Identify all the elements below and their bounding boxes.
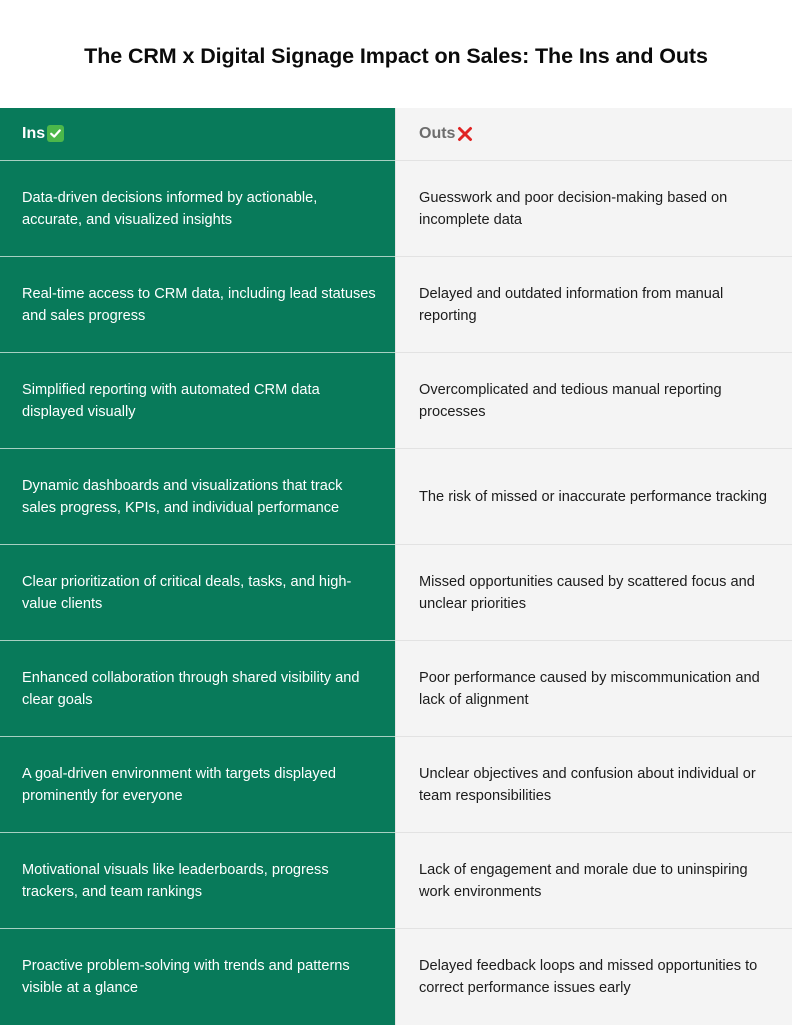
outs-text: Missed opportunities caused by scattered focus and unclear priorities (419, 573, 755, 612)
outs-text: Delayed feedback loops and missed opportunities to correct performance issues early (419, 958, 758, 996)
outs-cell (395, 353, 792, 449)
outs-cell (395, 737, 792, 833)
ins-text: Proactive problem-solving with trends and patterns visible at a glance (22, 958, 350, 996)
ins-text: Data-driven decisions informed by actionable, accurate, and visualized insights (22, 189, 318, 228)
ins-text: Dynamic dashboards and visualizations that track sales progress, KPIs, and individual performance (22, 477, 343, 516)
outs-header-label: Outs (419, 125, 456, 142)
ins-cell (0, 641, 395, 737)
ins-header-label: Ins (22, 125, 46, 142)
ins-cell (0, 833, 395, 929)
ins-text: A goal-driven environment with targets displayed prominently for everyone (22, 765, 336, 804)
outs-column-header (395, 108, 792, 161)
outs-text: Unclear objectives and confusion about individual or team responsibilities (419, 765, 756, 804)
ins-cell (0, 257, 395, 353)
outs-text: Poor performance caused by miscommunication and lack of alignment (419, 669, 760, 708)
outs-cell (395, 929, 792, 1025)
outs-cell (395, 833, 792, 929)
outs-text: Guesswork and poor decision-making based on incomplete data (419, 189, 728, 228)
ins-cell (0, 161, 395, 257)
ins-cell (0, 449, 395, 545)
ins-cell (0, 737, 395, 833)
ins-cell (0, 353, 395, 449)
cross-mark-icon (457, 126, 473, 142)
outs-cell (395, 161, 792, 257)
outs-cell (395, 257, 792, 353)
ins-text: Enhanced collaboration through shared visibility and clear goals (22, 669, 360, 708)
outs-text: Overcomplicated and tedious manual reporting processes (419, 381, 722, 420)
outs-cell (395, 641, 792, 737)
ins-cell (0, 545, 395, 641)
ins-text: Simplified reporting with automated CRM data displayed visually (22, 381, 320, 420)
outs-text: Lack of engagement and morale due to uninspiring work environments (419, 861, 748, 900)
ins-column-header (0, 108, 395, 161)
outs-text: The risk of missed or inaccurate performance tracking (419, 488, 767, 505)
comparison-table (0, 108, 792, 1024)
page-title: The CRM x Digital Signage Impact on Sales: The Ins and Outs (84, 44, 708, 68)
ins-text: Real-time access to CRM data, including lead statuses and sales progress (22, 285, 376, 324)
ins-cell (0, 929, 395, 1025)
check-mark-icon (47, 125, 64, 142)
ins-text: Clear prioritization of critical deals, tasks, and high-value clients (22, 573, 352, 612)
outs-cell (395, 545, 792, 641)
outs-text: Delayed and outdated information from manual reporting (419, 285, 724, 324)
ins-text: Motivational visuals like leaderboards, progress trackers, and team rankings (22, 861, 329, 900)
outs-cell (395, 449, 792, 545)
